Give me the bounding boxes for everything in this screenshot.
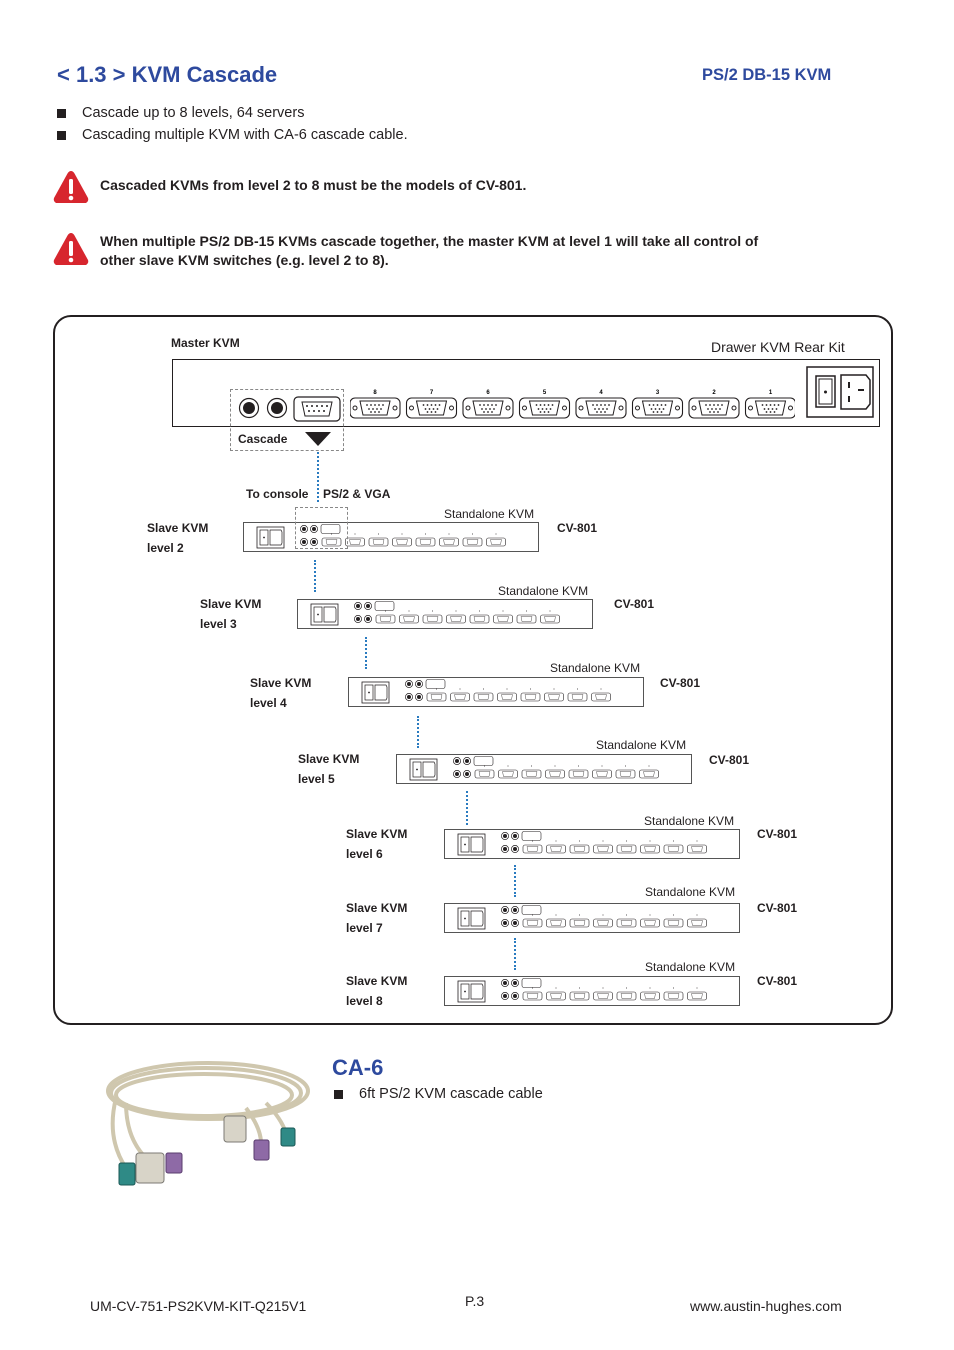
slave-kvm-ports <box>445 830 741 860</box>
slave-kvm-panel <box>297 599 593 629</box>
standalone-kvm-label: Standalone KVM <box>444 507 535 521</box>
bullet-text: 6ft PS/2 KVM cascade cable <box>359 1086 543 1102</box>
bullet-item <box>57 127 408 143</box>
warning-text: other slave KVM switches (e.g. level 2 to 8). <box>100 252 389 268</box>
slave-level-label: level 3 <box>200 617 237 631</box>
warning-text: When multiple PS/2 DB-15 KVMs cascade together, the master KVM at level 1 will take all control of <box>100 233 759 249</box>
cascade-cable-line <box>365 637 367 669</box>
cascade-cable-line <box>514 865 516 897</box>
port-number: 5 <box>542 390 547 396</box>
rear-kit-label: Drawer KVM Rear Kit <box>711 339 845 355</box>
slave-kvm-panel <box>444 903 740 933</box>
db15-port <box>463 390 513 418</box>
website-url: www.austin-hughes.com <box>690 1298 842 1314</box>
slave-kvm-panel <box>243 522 539 552</box>
slave-level-label: level 2 <box>147 541 184 555</box>
cascade-cable-line <box>317 452 319 502</box>
ca6-title: CA-6 <box>332 1055 384 1080</box>
console-port-highlight <box>295 507 348 549</box>
port-number: 2 <box>712 390 716 396</box>
slave-kvm-ports <box>445 977 741 1007</box>
port-number: 7 <box>429 390 434 396</box>
standalone-kvm-label: Standalone KVM <box>645 960 736 974</box>
standalone-kvm-label: Standalone KVM <box>498 584 589 598</box>
slave-model-label: CV-801 <box>660 676 701 690</box>
bullet-text: Cascading multiple KVM with CA-6 cascade cable. <box>82 127 408 143</box>
bullet-square-icon <box>57 109 66 118</box>
slave-kvm-label: Slave KVM <box>298 752 360 766</box>
down-arrow-icon <box>305 432 331 446</box>
standalone-kvm-label: Standalone KVM <box>550 661 641 675</box>
slave-kvm-ports <box>445 904 741 934</box>
db15-port <box>350 390 400 418</box>
slave-kvm-label: Slave KVM <box>346 974 408 988</box>
db15-port <box>633 390 683 418</box>
warning-icon <box>53 170 89 204</box>
slave-kvm-panel <box>444 829 740 859</box>
slave-level-label: level 5 <box>298 772 335 786</box>
cascade-cable-line <box>466 791 468 825</box>
bullet-text: Cascade up to 8 levels, 64 servers <box>82 105 305 121</box>
port-number: 4 <box>599 390 603 396</box>
standalone-kvm-label: Standalone KVM <box>645 885 736 899</box>
warning-text: Cascaded KVMs from level 2 to 8 must be the models of CV-801. <box>100 177 527 193</box>
slave-level-label: level 4 <box>250 696 287 710</box>
cascade-label: Cascade <box>238 432 288 446</box>
master-db15-ports <box>350 386 795 426</box>
db15-port <box>576 390 626 418</box>
port-number: 1 <box>768 390 773 396</box>
slave-model-label: CV-801 <box>757 827 798 841</box>
db15-port <box>520 390 570 418</box>
slave-kvm-ports <box>349 678 645 708</box>
db15-port <box>746 390 796 418</box>
slave-level-label: level 6 <box>346 847 383 861</box>
slave-level-label: level 8 <box>346 994 383 1008</box>
warning-icon <box>53 232 89 266</box>
port-number: 3 <box>655 390 660 396</box>
slave-kvm-panel <box>396 754 692 784</box>
ps2-vga-label: PS/2 & VGA <box>323 487 391 501</box>
power-inlet-icon <box>806 366 874 418</box>
slave-kvm-label: Slave KVM <box>147 521 209 535</box>
slave-level-label: level 7 <box>346 921 383 935</box>
slave-kvm-panel <box>348 677 644 707</box>
slave-model-label: CV-801 <box>709 753 750 767</box>
slave-model-label: CV-801 <box>614 597 655 611</box>
cascade-cable-line <box>514 938 516 970</box>
slave-model-label: CV-801 <box>757 901 798 915</box>
standalone-kvm-label: Standalone KVM <box>644 814 735 828</box>
bullet-item <box>334 1086 543 1102</box>
slave-kvm-label: Slave KVM <box>250 676 312 690</box>
master-kvm-label: Master KVM <box>171 336 240 350</box>
to-console-label: To console <box>246 487 309 501</box>
slave-kvm-ports <box>244 523 540 553</box>
master-console-ports <box>236 394 341 424</box>
page-title: < 1.3 > KVM Cascade <box>57 62 278 87</box>
bullet-square-icon <box>57 131 66 140</box>
slave-kvm-ports <box>397 755 693 785</box>
bullet-item <box>57 105 304 121</box>
slave-kvm-label: Slave KVM <box>346 901 408 915</box>
cascade-cable-line <box>417 716 419 748</box>
db15-port <box>689 390 739 418</box>
slave-model-label: CV-801 <box>757 974 798 988</box>
db15-port-row <box>350 386 795 426</box>
doc-id: UM-CV-751-PS2KVM-KIT-Q215V1 <box>90 1298 307 1314</box>
port-number: 6 <box>486 390 490 396</box>
model-heading: PS/2 DB-15 KVM <box>702 66 832 84</box>
slave-kvm-ports <box>298 600 594 630</box>
bullet-square-icon <box>334 1090 343 1099</box>
ca6-cable-image <box>96 1058 316 1198</box>
slave-kvm-label: Slave KVM <box>346 827 408 841</box>
slave-model-label: CV-801 <box>557 521 598 535</box>
page-number: P.3 <box>465 1293 485 1309</box>
standalone-kvm-label: Standalone KVM <box>596 738 687 752</box>
port-number: 8 <box>373 390 377 396</box>
slave-kvm-panel <box>444 976 740 1006</box>
db15-port <box>407 390 457 418</box>
slave-kvm-label: Slave KVM <box>200 597 262 611</box>
cascade-cable-line <box>314 560 316 592</box>
